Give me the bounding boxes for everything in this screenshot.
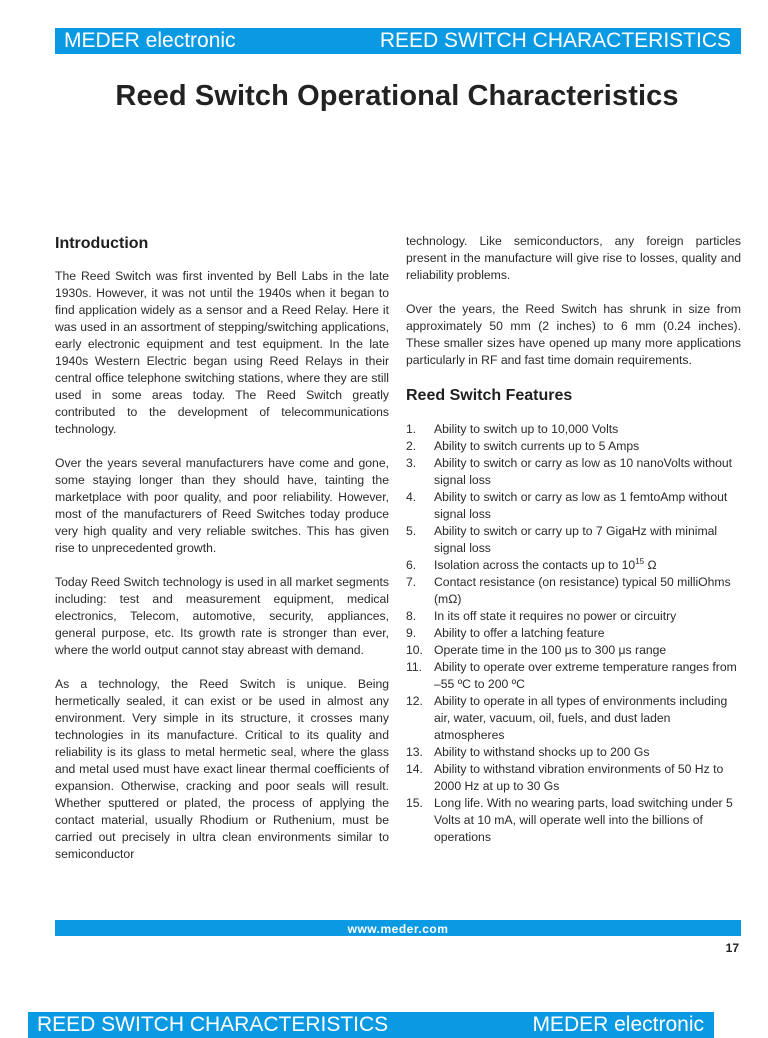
introduction-heading: Introduction xyxy=(55,235,149,252)
feature-number: 2. xyxy=(406,439,417,453)
feature-number: 7. xyxy=(406,575,417,589)
feature-unit: Ω xyxy=(644,558,657,572)
features-heading: Reed Switch Features xyxy=(406,387,573,404)
feature-text: Ability to switch or carry up to 7 GigaHz with minimal signal loss xyxy=(434,524,718,555)
feature-text: Operate time in the 100 μs to 300 μs range xyxy=(434,643,667,657)
feature-text: Ability to operate in all types of environments including air, water, vacuum, oil, fuels, and dust laden atmospheres xyxy=(434,694,728,742)
page-title: Reed Switch Operational Characteristics xyxy=(115,80,679,112)
feature-item xyxy=(406,523,741,557)
feature-number: 4. xyxy=(406,490,417,504)
feature-number: 15. xyxy=(406,796,423,810)
feature-item xyxy=(406,574,741,608)
feature-item xyxy=(406,421,741,438)
feature-text: Ability to switch currents up to 5 Amps xyxy=(434,439,640,453)
feature-item xyxy=(406,744,741,761)
feature-text: Contact resistance (on resistance) typical 50 milliOhms (mΩ) xyxy=(434,575,731,606)
intro-paragraph: Over the years several manufacturers have come and gone, some staying longer than they should have, tainting the marketplace with poor quality, and poor reliability. However, most of the manufacturers of Reed Switches today produce very high quality and very reliable switches. This has given rise to unprecedented growth. xyxy=(55,456,389,555)
intro-paragraph: As a technology, the Reed Switch is unique. Being hermetically sealed, it can exist or be used in almost any environment. Very simple in its structure, it crosses many technologies in its manufacture. Critical to its quality and reliability is its glass to metal hermetic seal, where the glass and metal used must have exact linear thermal coefficients of expansion. Otherwise, cracking and poor seals will result. Whether sputtered or plated, the process of applying the contact material, usually Rhodium or Ruthenium, must be carried out precisely in ultra clean environments similar to semiconductor xyxy=(55,677,389,861)
feature-number: 1. xyxy=(406,422,417,436)
feature-text: Ability to switch up to 10,000 Volts xyxy=(434,422,619,436)
page-number: 17 xyxy=(725,941,739,955)
left-column xyxy=(55,233,389,880)
exponent: 15 xyxy=(635,556,645,566)
feature-text: Ability to operate over extreme temperature ranges from –55 ºC to 200 ºC xyxy=(434,660,737,691)
header-bar xyxy=(55,28,741,54)
footer-url[interactable]: www.meder.com xyxy=(347,922,449,936)
feature-item xyxy=(406,455,741,489)
feature-item xyxy=(406,489,741,523)
brand-name: MEDER electronic xyxy=(64,29,236,52)
feature-number: 6. xyxy=(406,558,417,572)
features-list xyxy=(406,421,741,846)
feature-number: 8. xyxy=(406,609,417,623)
feature-item xyxy=(406,625,741,642)
feature-text: Ability to switch or carry as low as 10 nanoVolts without signal loss xyxy=(434,456,733,487)
feature-item xyxy=(406,761,741,795)
intro-paragraph: The Reed Switch was first invented by Bell Labs in the late 1930s. However, it was not until the 1940s when it began to find application widely as a sensor and a Reed Relay. Here it was used in an assortment of stepping/switching applications, early electronic equipment and test equipment. In the late 1940s Western Electric began using Reed Relays in their central office telephone switching stations, where they are still used in some areas today. The Reed Switch greatly contributed to the development of telecommunications technology. xyxy=(55,269,389,436)
feature-number: 5. xyxy=(406,524,417,538)
feature-number: 9. xyxy=(406,626,417,640)
feature-number: 3. xyxy=(406,456,417,470)
feature-number: 13. xyxy=(406,745,423,759)
feature-text: Ability to withstand vibration environments of 50 Hz to 2000 Hz at up to 30 Gs xyxy=(434,762,724,793)
section-title: REED SWITCH CHARACTERISTICS xyxy=(379,29,731,52)
right-column xyxy=(406,233,741,846)
feature-text: Ability to offer a latching feature xyxy=(434,626,605,640)
intro-paragraph: technology. Like semiconductors, any foreign particles present in the manufacture will give rise to losses, quality and reliability problems. xyxy=(406,234,741,282)
feature-text: Ability to switch or carry as low as 1 femtoAmp without signal loss xyxy=(434,490,728,521)
feature-item xyxy=(406,557,741,574)
footer-bar xyxy=(55,920,741,936)
section-title: REED SWITCH CHARACTERISTICS xyxy=(37,1013,389,1036)
feature-item xyxy=(406,795,741,846)
feature-number: 14. xyxy=(406,762,423,776)
brand-name: MEDER electronic xyxy=(532,1013,704,1036)
feature-number: 11. xyxy=(406,660,423,674)
feature-number: 10. xyxy=(406,643,423,657)
feature-item xyxy=(406,608,741,625)
feature-text: Ability to withstand shocks up to 200 Gs xyxy=(434,745,650,759)
feature-text: Isolation across the contacts up to 10 xyxy=(434,558,636,572)
feature-item xyxy=(406,693,741,744)
feature-item xyxy=(406,659,741,693)
feature-item xyxy=(406,642,741,659)
feature-text: Long life. With no wearing parts, load switching under 5 Volts at 10 mA, will operate well into the billions of operations xyxy=(434,796,733,844)
feature-number: 12. xyxy=(406,694,423,708)
intro-paragraph: Today Reed Switch technology is used in all market segments including: test and measurement equipment, medical electronics, Telecom, automotive, security, appliances, general purpose, etc. Its growth rate is stronger than ever, where the world output cannot stay abreast with demand. xyxy=(55,575,389,657)
feature-text: In its off state it requires no power or circuitry xyxy=(434,609,677,623)
intro-paragraph: Over the years, the Reed Switch has shrunk in size from approximately 50 mm (2 inches) to 6 mm (0.24 inches). These smaller sizes have opened up many more applications particularly in RF and fast time domain requirements. xyxy=(406,302,741,367)
feature-item xyxy=(406,438,741,455)
next-page-header-bar xyxy=(28,1012,714,1038)
